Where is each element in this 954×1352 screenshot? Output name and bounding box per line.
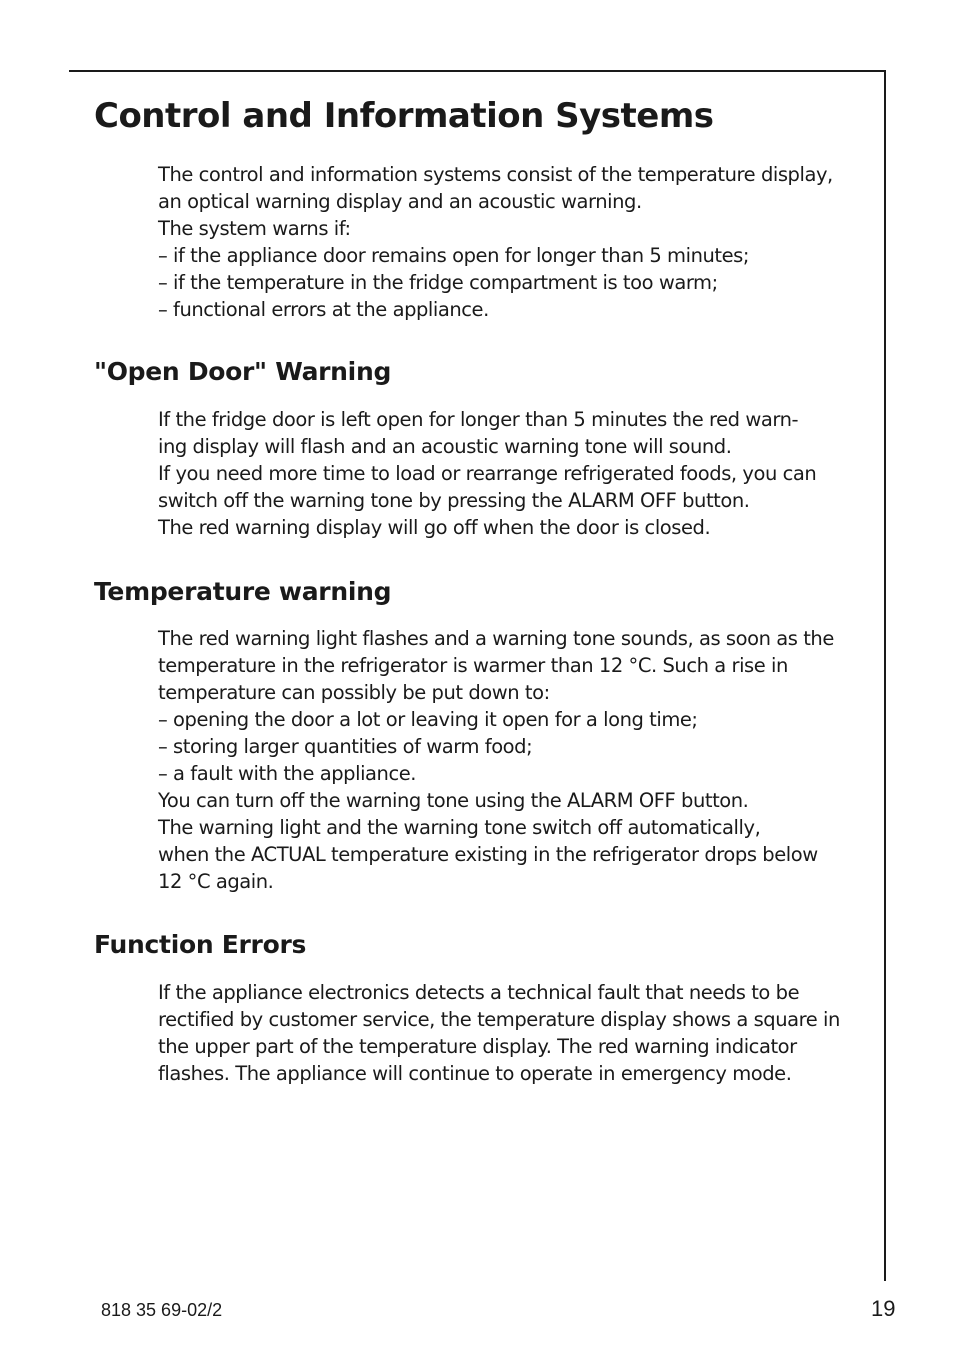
- section-line: – storing larger quantities of warm food;: [158, 735, 533, 758]
- section-line: If the appliance electronics detects a technical fault that needs to be: [158, 981, 800, 1004]
- section-line: ing display will flash and an acoustic warning tone will sound.: [158, 435, 732, 458]
- document-number: 818 35 69-02/2: [101, 1300, 223, 1320]
- section-line: – opening the door a lot or leaving it open for a long time;: [158, 708, 698, 731]
- intro-line: – if the appliance door remains open for longer than 5 minutes;: [158, 244, 749, 267]
- section-body-open-door: [158, 406, 863, 541]
- section-heading-function-errors: Function Errors: [94, 930, 307, 959]
- section-line: the upper part of the temperature display. The red warning indicator: [158, 1035, 797, 1058]
- section-line: The red warning light flashes and a warning tone sounds, as soon as the: [158, 627, 834, 650]
- top-rule: [69, 70, 886, 72]
- section-body-function-errors: [158, 979, 863, 1087]
- intro-line: – functional errors at the appliance.: [158, 298, 489, 321]
- section-line: The red warning display will go off when the door is closed.: [158, 516, 711, 539]
- right-rule: [884, 70, 886, 1281]
- section-line: If you need more time to load or rearrange refrigerated foods, you can: [158, 462, 817, 485]
- section-line: The warning light and the warning tone switch off automatically,: [158, 816, 761, 839]
- section-line: You can turn off the warning tone using the ALARM OFF button.: [158, 789, 749, 812]
- page-number: 19: [871, 1296, 896, 1321]
- intro-paragraph: [158, 161, 863, 323]
- section-line: If the fridge door is left open for longer than 5 minutes the red warn-: [158, 408, 799, 431]
- section-heading-temperature-warning: Temperature warning: [94, 577, 392, 606]
- section-line: temperature can possibly be put down to:: [158, 681, 550, 704]
- intro-line: – if the temperature in the fridge compartment is too warm;: [158, 271, 718, 294]
- section-body-temperature-warning: [158, 625, 863, 895]
- section-line: 12 °C again.: [158, 870, 274, 893]
- intro-line: The control and information systems consist of the temperature display,: [158, 163, 833, 186]
- section-line: temperature in the refrigerator is warmer than 12 °C. Such a rise in: [158, 654, 788, 677]
- section-line: flashes. The appliance will continue to operate in emergency mode.: [158, 1062, 792, 1085]
- intro-line: an optical warning display and an acoustic warning.: [158, 190, 642, 213]
- section-line: – a fault with the appliance.: [158, 762, 417, 785]
- intro-line: The system warns if:: [158, 217, 351, 240]
- section-line: switch off the warning tone by pressing the ALARM OFF button.: [158, 489, 750, 512]
- section-line: when the ACTUAL temperature existing in the refrigerator drops below: [158, 843, 818, 866]
- section-line: rectified by customer service, the temperature display shows a square in: [158, 1008, 840, 1031]
- page-title: Control and Information Systems: [94, 96, 714, 136]
- section-heading-open-door: "Open Door" Warning: [94, 357, 392, 386]
